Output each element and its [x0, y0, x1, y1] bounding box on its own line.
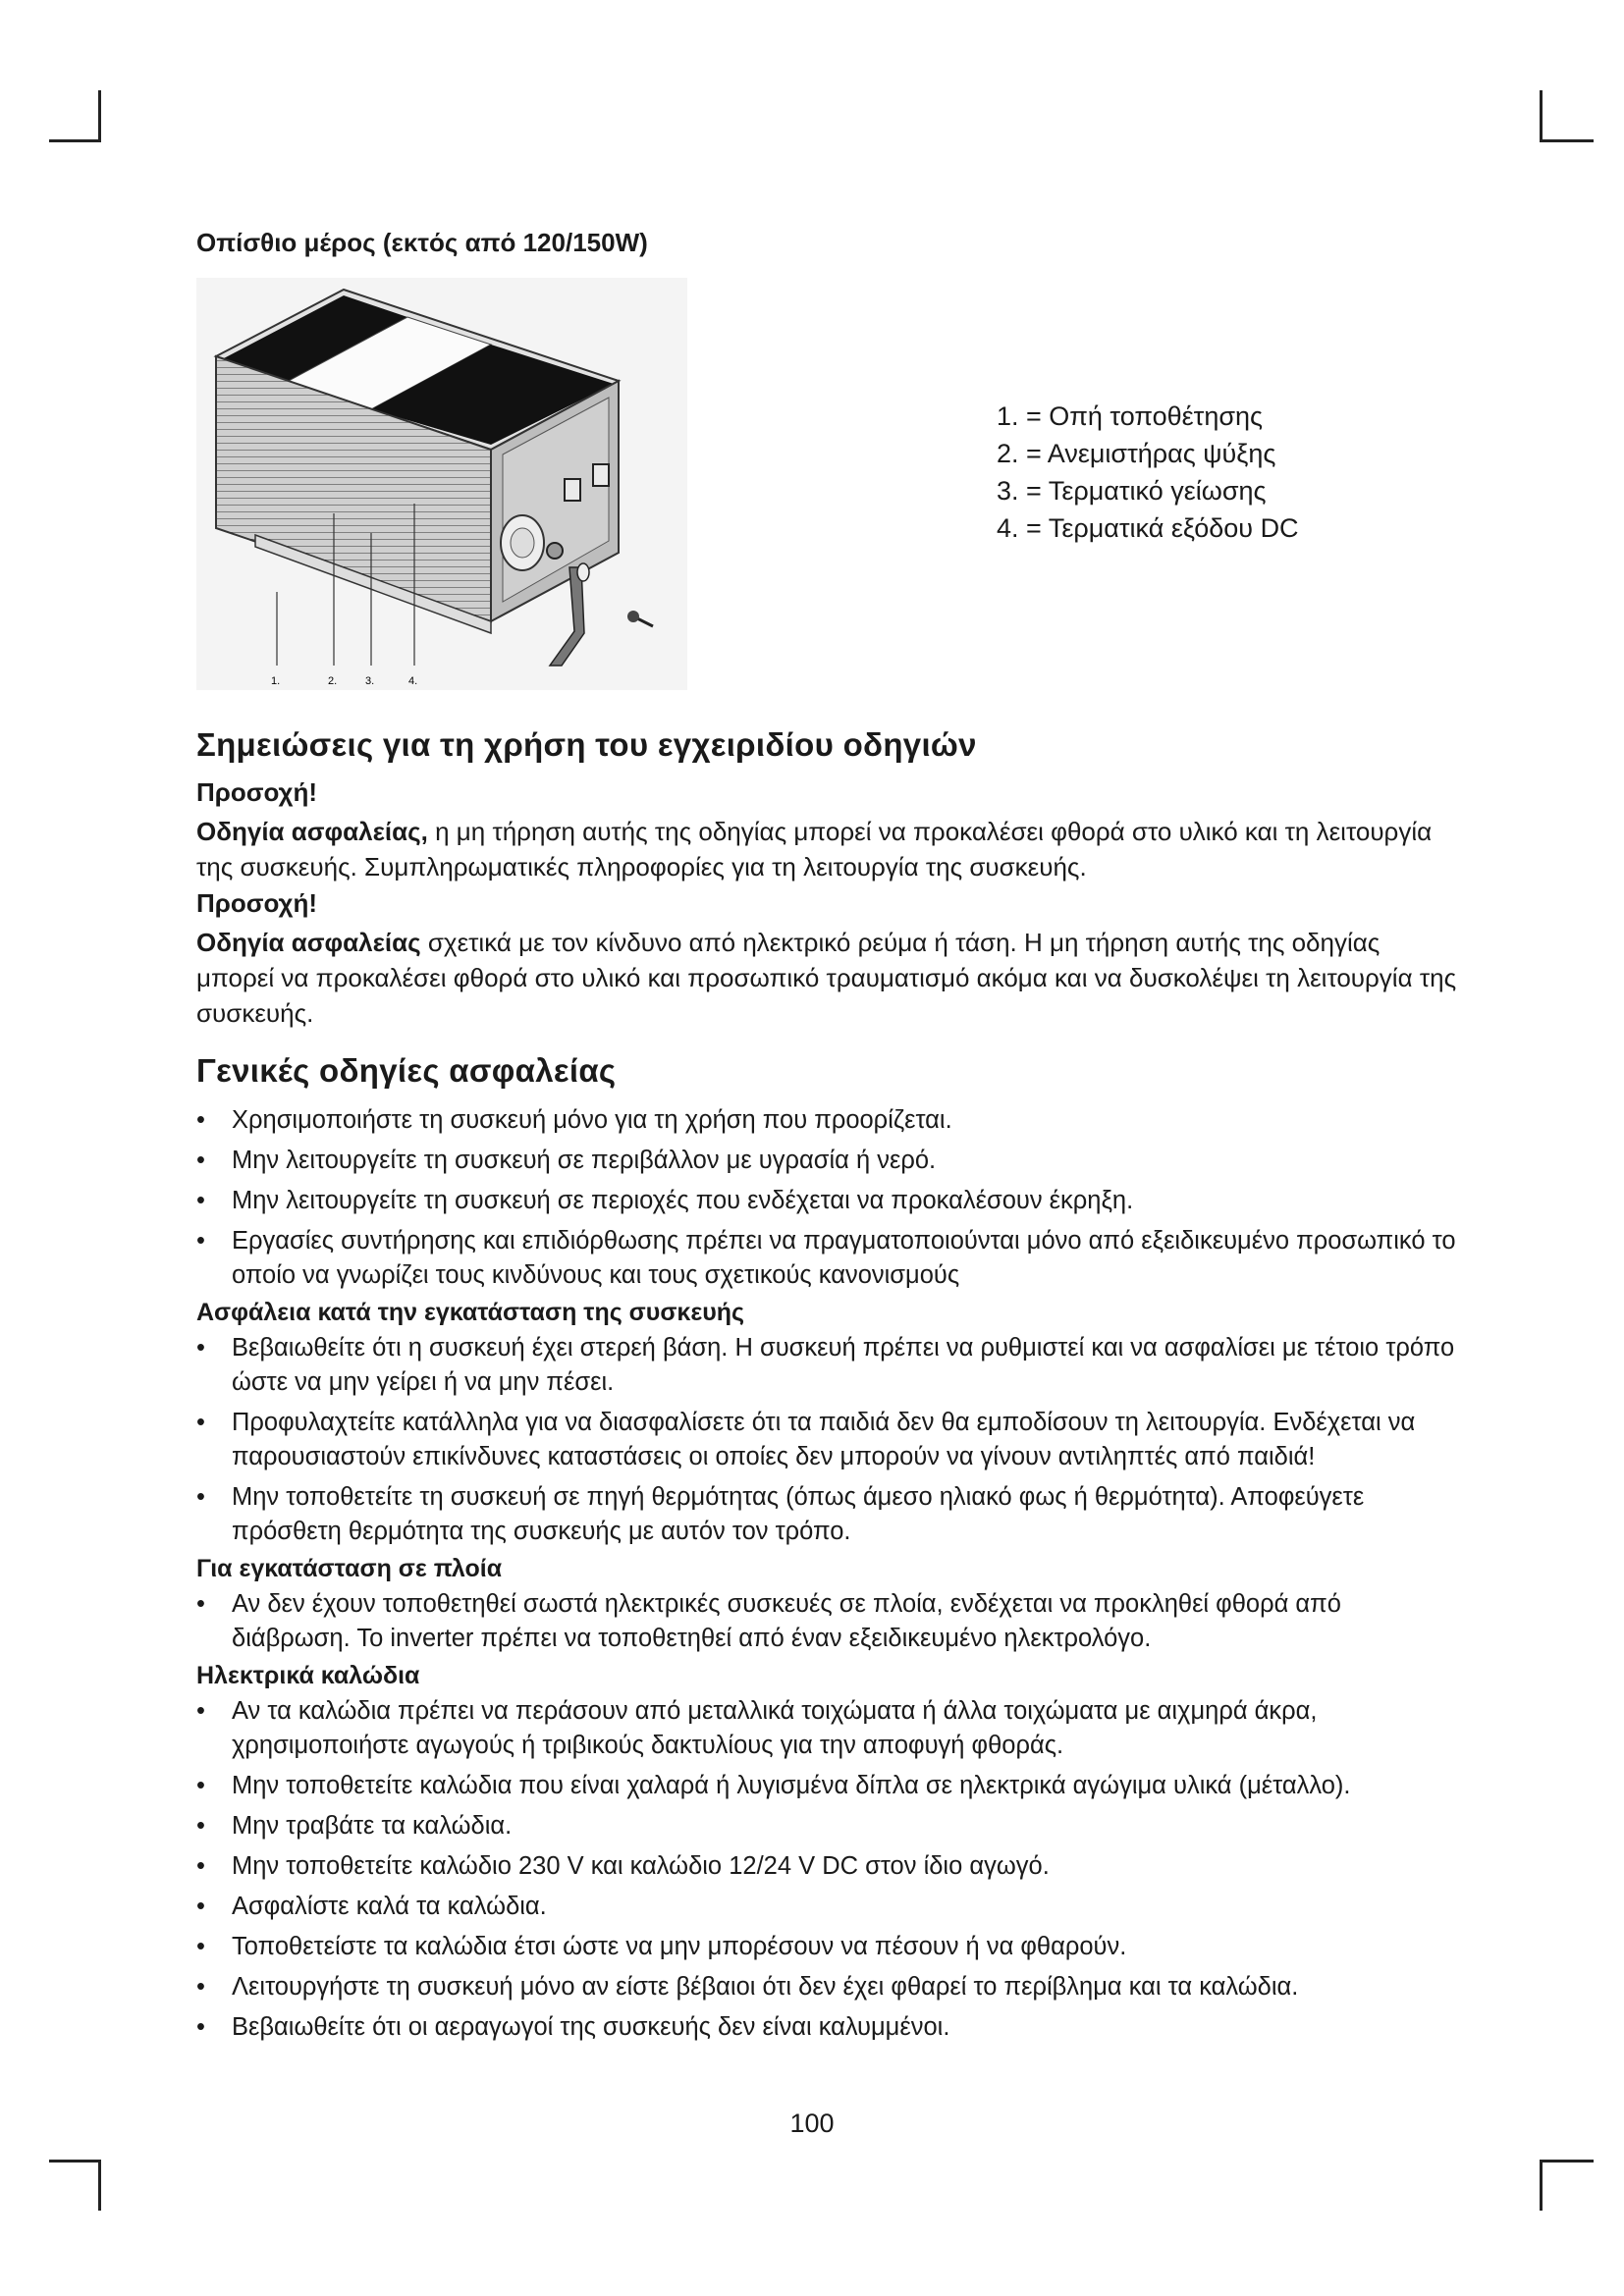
page-number: 100: [789, 2109, 835, 2138]
list-item: • Αν δεν έχουν τοποθετηθεί σωστά ηλεκτρικές συσκευές σε πλοία, ενδέχεται να προκληθεί φθορά από διάβρωση. Το inverter πρέπει να τοποθετηθεί από έναν εξειδικευμένο ηλεκτρολόγο.: [196, 1587, 1463, 1656]
safety-note: [196, 814, 1463, 884]
crop-mark-top-left: [49, 139, 101, 142]
list-item: • Μην λειτουργείτε τη συσκευή σε περιβάλλον με υγρασία ή νερό.: [196, 1144, 1463, 1178]
inverter-drawing: [196, 278, 687, 690]
list-item: • Μην λειτουργείτε τη συσκευή σε περιοχές που ενδέχεται να προκαλέσουν έκρηξη.: [196, 1184, 1463, 1218]
figure-caption: Οπίσθιο μέρος (εκτός από 120/150W): [196, 228, 648, 257]
legend-item: 2. = Ανεμιστήρας ψύξης: [997, 439, 1276, 468]
safety-note: [196, 925, 1463, 1031]
list-item: • Μην τραβάτε τα καλώδια.: [196, 1809, 1463, 1843]
crop-mark-bottom-left: [98, 2160, 101, 2211]
safety-note-text: σχετικά με τον κίνδυνο από ηλεκτρικό ρεύμα ή τάση. Η μη τήρηση αυτής της οδηγίας μπορεί να προκαλέσει φθορά στο υλικό και προσωπικό τραυματισμό ακόμα και να δυσκολέψει τη λειτουργία της συσκευής.: [196, 928, 1457, 1028]
list-item: • Μην τοποθετείτε τη συσκευή σε πηγή θερμότητας (όπως άμεσο ηλιακό φως ή θερμότητα). Αποφεύγετε πρόσθετη θερμότητα της συσκευής με αυτόν τον τρόπο.: [196, 1480, 1463, 1549]
safety-note-text: η μη τήρηση αυτής της οδηγίας μπορεί να προκαλέσει φθορά στο υλικό και τη λειτουργία της συσκευής. Συμπληρωματικές πληροφορίες για τη λειτουργία της συσκευής.: [196, 817, 1433, 881]
safety-note-label: Οδηγία ασφαλείας: [196, 928, 421, 957]
callout-2: 2.: [328, 675, 338, 687]
section-heading-manual-notes: Σημειώσεις για τη χρήση του εγχειριδίου οδηγιών: [196, 726, 977, 763]
main-content: [196, 726, 1463, 2051]
list-item: • Μην τοποθετείτε καλώδιο 230 V και καλώδιο 12/24 V DC στον ίδιο αγωγό.: [196, 1849, 1463, 1884]
safety-note-label: Οδηγία ασφαλείας,: [196, 817, 428, 846]
list-item: • Ασφαλίστε καλά τα καλώδια.: [196, 1890, 1463, 1924]
list-item: • Αν τα καλώδια πρέπει να περάσουν από μεταλλικά τοιχώματα ή άλλα τοιχώματα με αιχμηρά άκρα, χρησιμοποιήστε αγωγούς ή τριβικούς δακτυλίους για την αποφυγή φθοράς.: [196, 1694, 1463, 1763]
subheading-boats: Για εγκατάσταση σε πλοία: [196, 1555, 503, 1582]
subheading-cables: Ηλεκτρικά καλώδια: [196, 1662, 420, 1689]
installation-list: [196, 1331, 1463, 1549]
cables-list: [196, 1694, 1463, 2045]
inverter-illustration: [196, 278, 687, 690]
list-item: • Βεβαιωθείτε ότι η συσκευή έχει στερεή βάση. Η συσκευή πρέπει να ρυθμιστεί και να ασφαλίσει με τέτοιο τρόπο ώστε να μην γείρει ή να μην πέσει.: [196, 1331, 1463, 1400]
crop-mark-bottom-right: [1540, 2160, 1543, 2211]
warning-label: Προσοχή!: [196, 888, 317, 918]
list-item: • Βεβαιωθείτε ότι οι αεραγωγοί της συσκευής δεν είναι καλυμμένοι.: [196, 2010, 1463, 2045]
figure-legend: [997, 398, 1299, 547]
callout-1: 1.: [271, 675, 281, 687]
section-heading-general-safety: Γενικές οδηγίες ασφαλείας: [196, 1052, 617, 1089]
list-item: • Χρησιμοποιήστε τη συσκευή μόνο για τη χρήση που προορίζεται.: [196, 1103, 1463, 1138]
warning-label: Προσοχή!: [196, 777, 317, 807]
list-item: • Λειτουργήστε τη συσκευή μόνο αν είστε βέβαιοι ότι δεν έχει φθαρεί το περίβλημα και τα καλώδια.: [196, 1970, 1463, 2004]
boat-list: [196, 1587, 1463, 1656]
crop-mark-top-left: [98, 90, 101, 141]
list-item: • Μην τοποθετείτε καλώδια που είναι χαλαρά ή λυγισμένα δίπλα σε ηλεκτρικά αγώγιμα υλικά (μέταλλο).: [196, 1769, 1463, 1803]
crop-mark-bottom-left: [49, 2160, 101, 2163]
crop-mark-top-right: [1540, 90, 1543, 141]
list-item: • Εργασίες συντήρησης και επιδιόρθωσης πρέπει να πραγματοποιούνται μόνο από εξειδικευμένο προσωπικό το οποίο να γνωρίζει τους κινδύνους και τους σχετικούς κανονισμούς: [196, 1224, 1463, 1293]
general-safety-list: [196, 1103, 1463, 1293]
crop-mark-top-right: [1540, 139, 1594, 142]
legend-item: 3. = Τερματικό γείωσης: [997, 476, 1267, 506]
list-item: • Τοποθετείστε τα καλώδια έτσι ώστε να μην μπορέσουν να πέσουν ή να φθαρούν.: [196, 1930, 1463, 1964]
legend-item: 1. = Οπή τοποθέτησης: [997, 401, 1264, 431]
legend-item: 4. = Τερματικά εξόδου DC: [997, 513, 1299, 543]
list-item: • Προφυλαχτείτε κατάλληλα για να διασφαλίσετε ότι τα παιδιά δεν θα εμποδίσουν τη λειτουργία. Ενδέχεται να παρουσιαστούν επικίνδυνες καταστάσεις οι οποίες δεν μπορούν να γίνουν αντιληπτές από παιδιά!: [196, 1406, 1463, 1474]
subheading-installation: Ασφάλεια κατά την εγκατάσταση της συσκευής: [196, 1299, 745, 1326]
callout-3: 3.: [365, 675, 375, 687]
crop-mark-bottom-right: [1540, 2160, 1594, 2163]
callout-4: 4.: [408, 675, 418, 687]
